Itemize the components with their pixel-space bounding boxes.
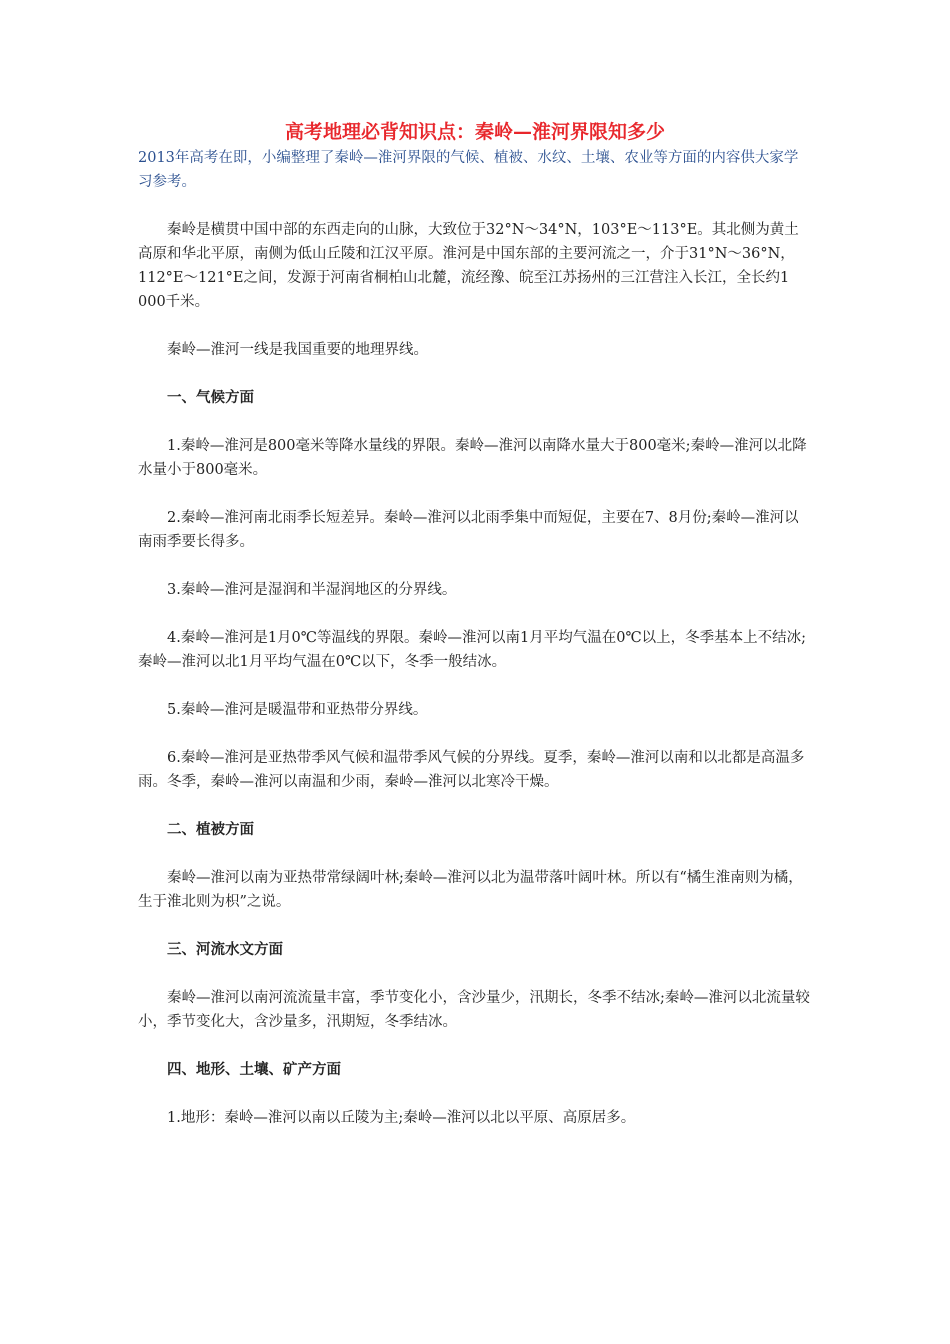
document-page [138, 118, 812, 1130]
intro-paragraph: 2013年高考在即，小编整理了秦岭—淮河界限的气候、植被、水纹、土壤、农业等方面的内容供大家学习参考。 [138, 150, 799, 190]
vegetation-paragraph: 秦岭—淮河以南为亚热带常绿阔叶林;秦岭—淮河以北为温带落叶阔叶林。所以有“橘生淮南则为橘，生于淮北则为枳”之说。 [138, 870, 803, 910]
section-heading-terrain: 四、地形、土壤、矿产方面 [167, 1061, 341, 1078]
climate-point-1: 1.秦岭—淮河是800毫米等降水量线的界限。秦岭—淮河以南降水量大于800毫米;秦岭—淮河以北降水量小于800毫米。 [138, 438, 807, 478]
paragraph-qinling-description: 秦岭是横贯中国中部的东西走向的山脉，大致位于32°N～34°N，103°E～113°E。其北侧为黄土高原和华北平原，南侧为低山丘陵和江汉平原。淮河是中国东部的主要河流之一，介于31°N～36°N，112°E～121°E之间，发源于河南省桐柏山北麓，流经豫、皖至江苏扬州的三江营注入长江，全长约1 000千米。 [138, 222, 799, 310]
climate-point-3: 3.秦岭—淮河是湿润和半湿润地区的分界线。 [167, 582, 457, 598]
section-heading-hydrology: 三、河流水文方面 [167, 941, 283, 958]
section-heading-climate: 一、气候方面 [167, 389, 254, 406]
terrain-point-1: 1.地形：秦岭—淮河以南以丘陵为主;秦岭—淮河以北以平原、高原居多。 [167, 1110, 636, 1126]
hydrology-paragraph: 秦岭—淮河以南河流流量丰富，季节变化小，含沙量少，汛期长，冬季不结冰;秦岭—淮河以北流量较小，季节变化大，含沙量多，汛期短，冬季结冰。 [138, 990, 810, 1030]
climate-point-2: 2.秦岭—淮河南北雨季长短差异。秦岭—淮河以北雨季集中而短促，主要在7、8月份;秦岭—淮河以南雨季要长得多。 [138, 510, 799, 550]
paragraph-boundary-line: 秦岭—淮河一线是我国重要的地理界线。 [167, 342, 428, 358]
climate-point-4: 4.秦岭—淮河是1月0℃等温线的界限。秦岭—淮河以南1月平均气温在0℃以上，冬季基本上不结冰;秦岭—淮河以北1月平均气温在0℃以下，冬季一般结冰。 [138, 630, 807, 670]
document-title: 高考地理必背知识点：秦岭—淮河界限知多少 [284, 121, 665, 143]
section-heading-vegetation: 二、植被方面 [167, 821, 254, 838]
climate-point-5: 5.秦岭—淮河是暖温带和亚热带分界线。 [167, 702, 428, 718]
climate-point-6: 6.秦岭—淮河是亚热带季风气候和温带季风气候的分界线。夏季，秦岭—淮河以南和以北都是高温多雨。冬季，秦岭—淮河以南温和少雨，秦岭—淮河以北寒冷干燥。 [138, 750, 805, 790]
